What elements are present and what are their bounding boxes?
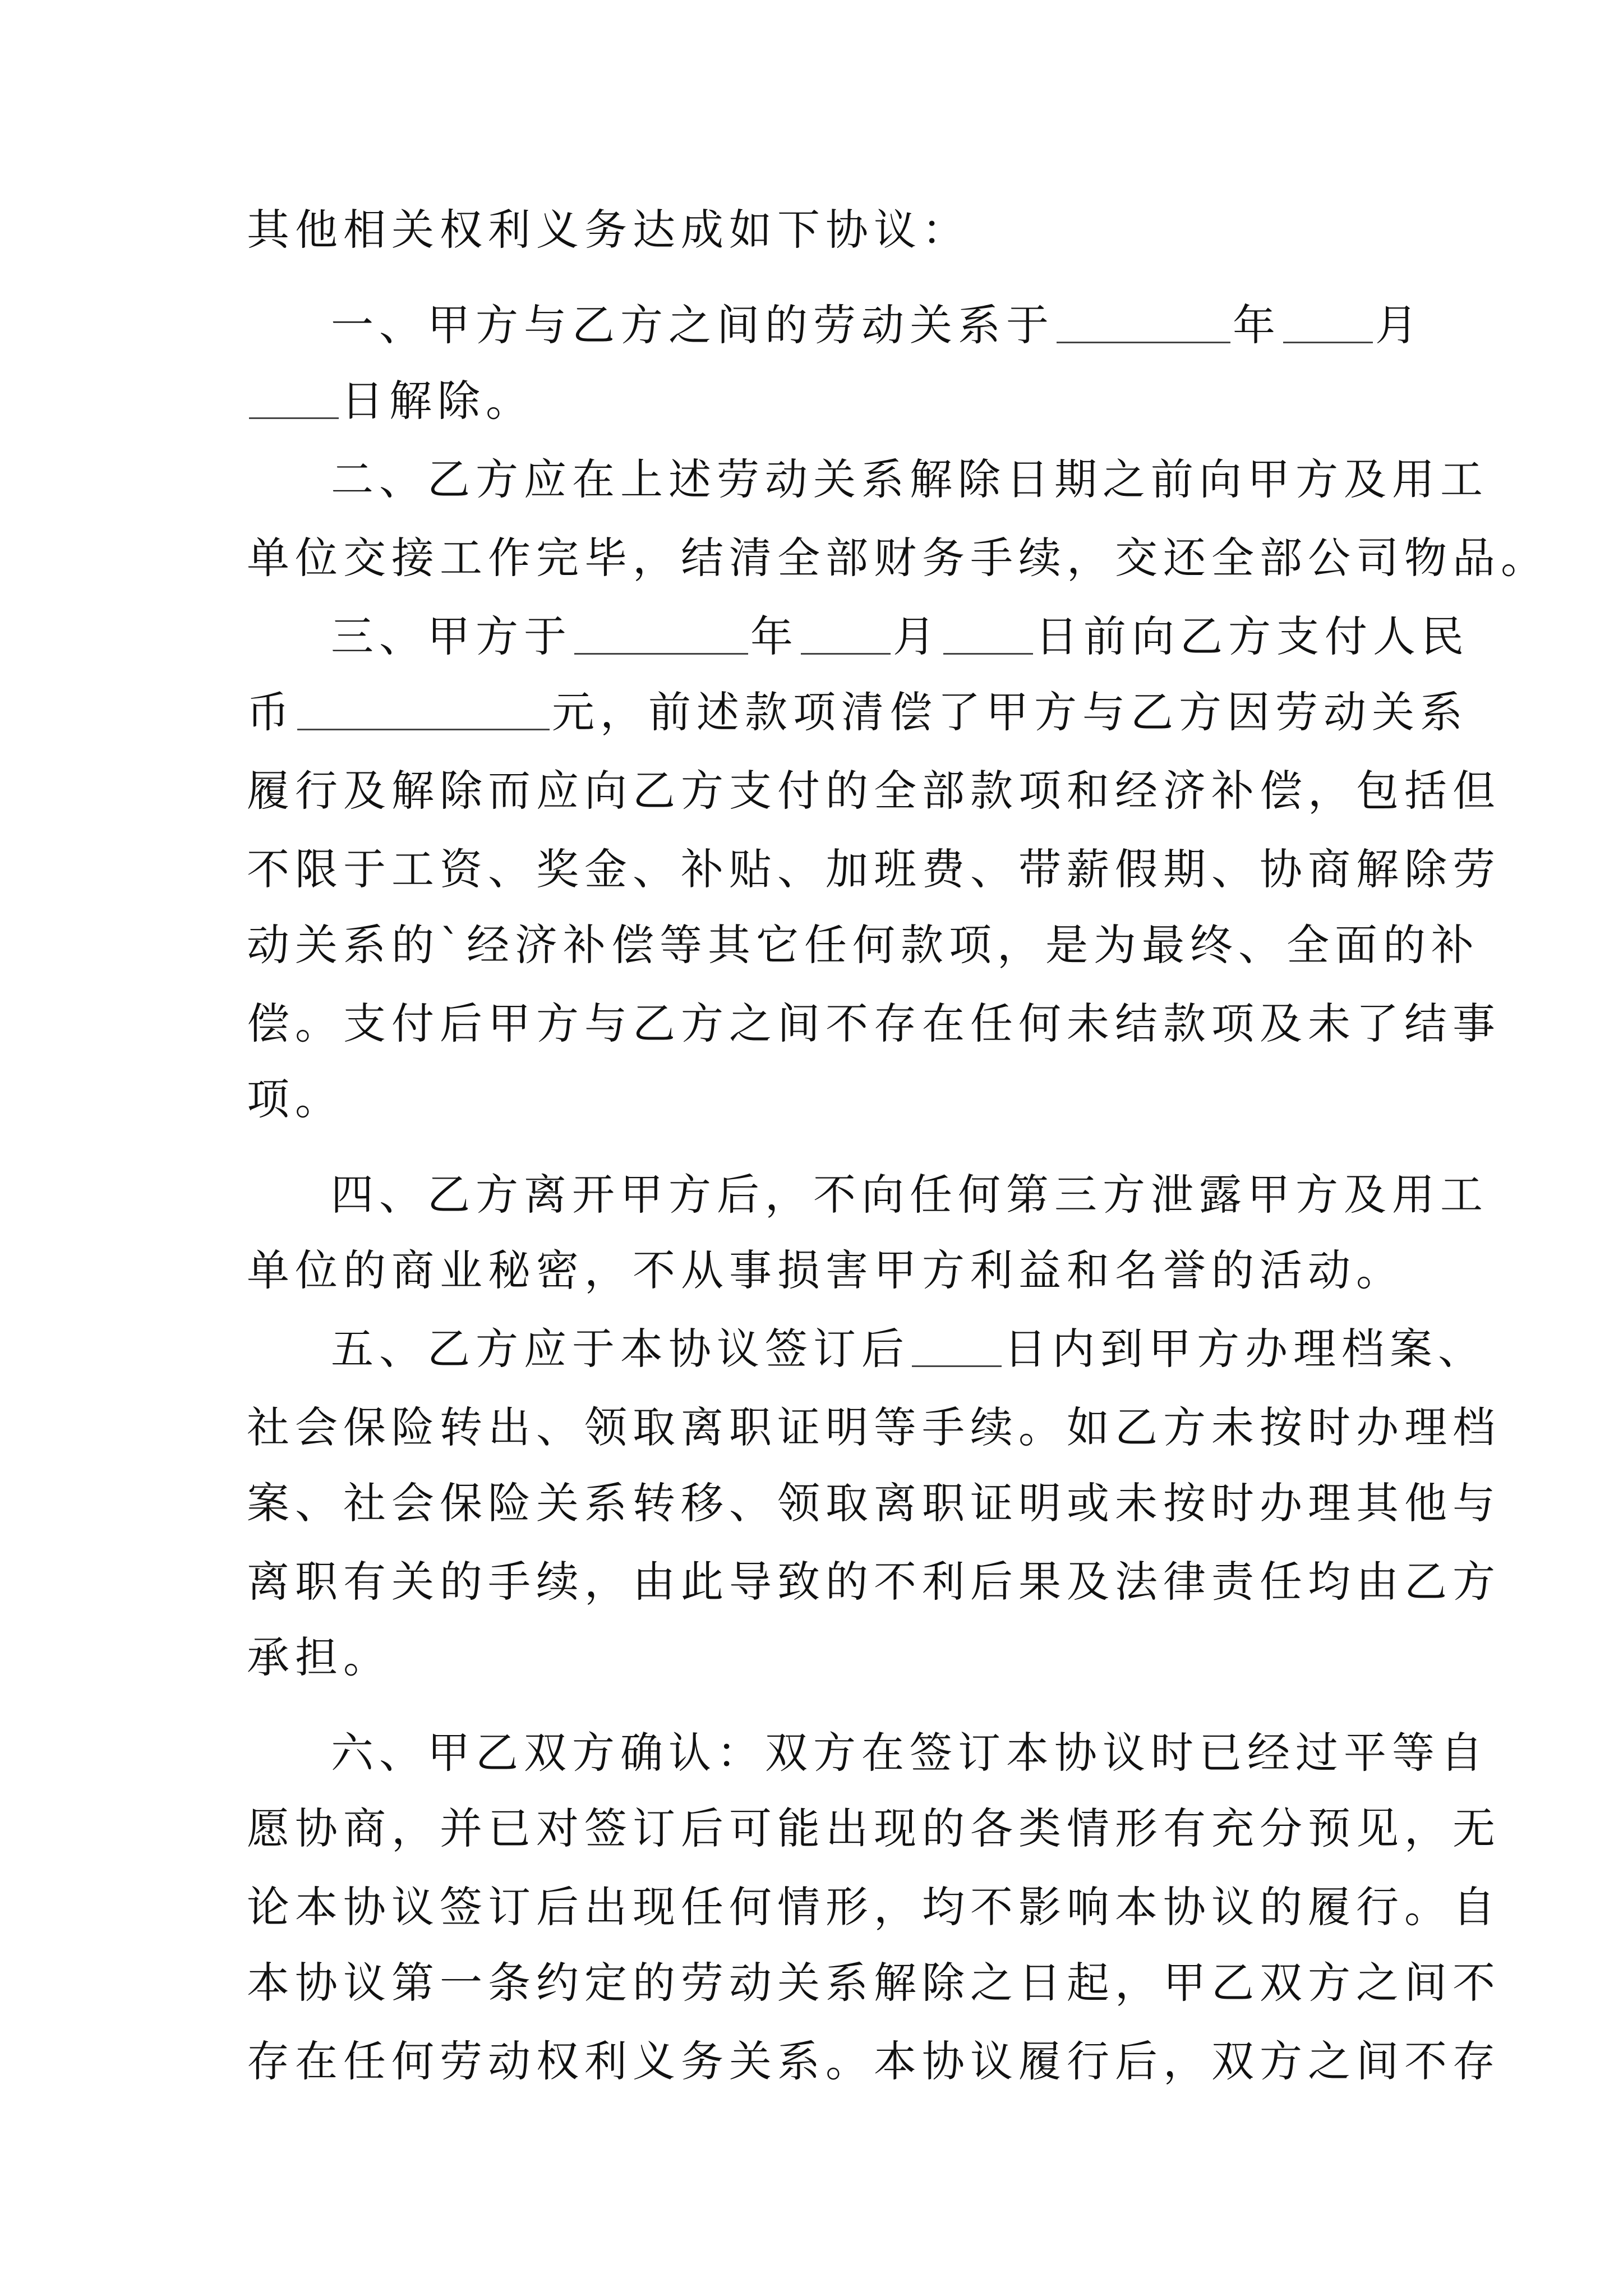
text-line: 单位交接工作完毕，结清全部财务手续，交还全部公司物品。 [247, 533, 1549, 583]
text-line: 离职有关的手续，由此导致的不利后果及法律责任均由乙方 [247, 1557, 1501, 1607]
clause-5-line: 五、乙方应于本协议签订后 日内到甲方办理档案、 [331, 1324, 1486, 1374]
clause-1-line: 一、甲方与乙方之间的劳动关系于 年 月 [331, 300, 1423, 350]
month-blank [1283, 306, 1373, 343]
year-blank [574, 617, 748, 655]
clause-4-line: 四、乙方离开甲方后，不向任何第三方泄露甲方及用工 [331, 1170, 1488, 1220]
text-line: 不限于工资、奖金、补贴、加班费、带薪假期、协商解除劳 [247, 844, 1501, 894]
text-line: 其他相关权利义务达成如下协议： [247, 205, 970, 255]
text-line: 案、社会保险关系转移、领取离职证明或未按时办理其他与 [247, 1478, 1501, 1528]
text-line: 偿。支付后甲方与乙方之间不存在任何未结款项及未了结事 [247, 999, 1501, 1048]
month-blank [801, 617, 891, 655]
text-line: 日解除。 [247, 362, 1391, 440]
text-line: 本协议第一条约定的劳动关系解除之日起，甲乙双方之间不 [247, 1958, 1501, 2008]
days-blank [912, 1329, 1002, 1367]
clause-2-line: 二、乙方应在上述劳动关系解除日期之前向甲方及用工 [331, 454, 1488, 504]
text-line: 存在任何劳动权利义务关系。本协议履行后，双方之间不存 [247, 2036, 1501, 2086]
text-line: 愿协商，并已对签订后可能出现的各类情形有充分预见，无 [247, 1803, 1501, 1853]
text-line: 单位的商业秘密，不从事损害甲方利益和名誉的活动。 [247, 1245, 1404, 1295]
clause-3-line: 三、甲方于 年 月 日前向乙方支付人民 [331, 611, 1469, 661]
text-line: 项。 [247, 1074, 343, 1124]
amount-blank [297, 693, 550, 730]
text-line: 币 元，前述款项清偿了甲方与乙方因劳动关系 [247, 687, 1468, 737]
day-blank [943, 617, 1033, 655]
text-line: 社会保险转出、领取离职证明等手续。如乙方未按时办理档 [247, 1402, 1501, 1452]
text-line: 承担。 [247, 1632, 391, 1682]
day-blank [249, 381, 339, 419]
text-line: 论本协议签订后出现任何情形，均不影响本协议的履行。自 [247, 1882, 1501, 1932]
text-line: 履行及解除而应向乙方支付的全部款项和经济补偿，包括但 [247, 766, 1501, 816]
clause-6-line: 六、甲乙双方确认：双方在签订本协议时已经过平等自 [331, 1728, 1488, 1778]
text-line: 动关系的`经济补偿等其它任何款项，是为最终、全面的补 [247, 920, 1479, 970]
year-blank [1057, 306, 1230, 343]
